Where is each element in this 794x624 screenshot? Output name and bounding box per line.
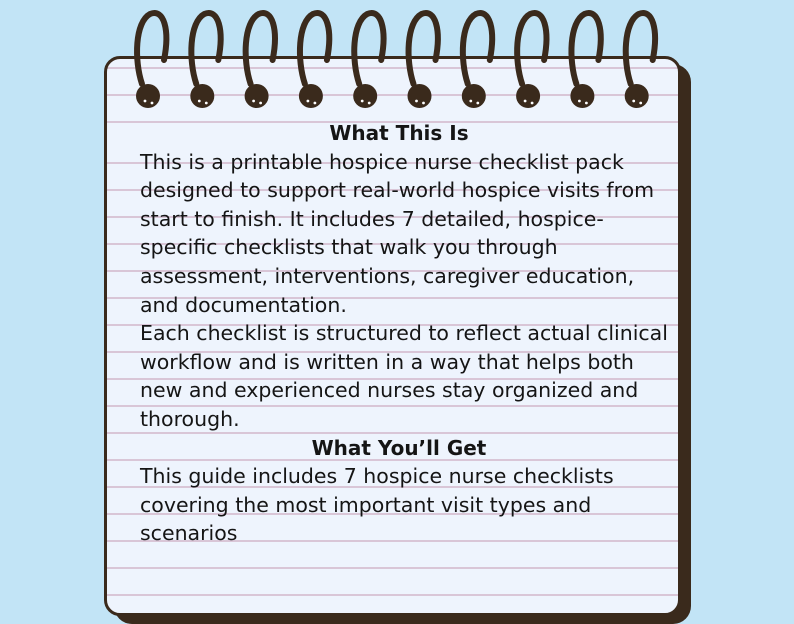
notebook-content: [140, 119, 670, 548]
section-heading-what-this-is: What This Is: [329, 121, 469, 145]
section-heading-what-youll-get: What You’ll Get: [311, 435, 487, 460]
paragraph-description: This is a printable hospice nurse checklist pack designed to support real-world hospice visits from start to finish. It includes 7 detailed, hospice- specific checklists that walk you through assessment, interventions, caregiver education, and documentation.: [140, 149, 655, 317]
paragraph-contents: This guide includes 7 hospice nurse checklists covering the most important visit types and scenarios: [140, 464, 614, 546]
paragraph-structure: Each checklist is structured to reflect actual clinical workflow and is written in a way that helps both new and experienced nurses stay organized and thorough.: [140, 321, 668, 431]
